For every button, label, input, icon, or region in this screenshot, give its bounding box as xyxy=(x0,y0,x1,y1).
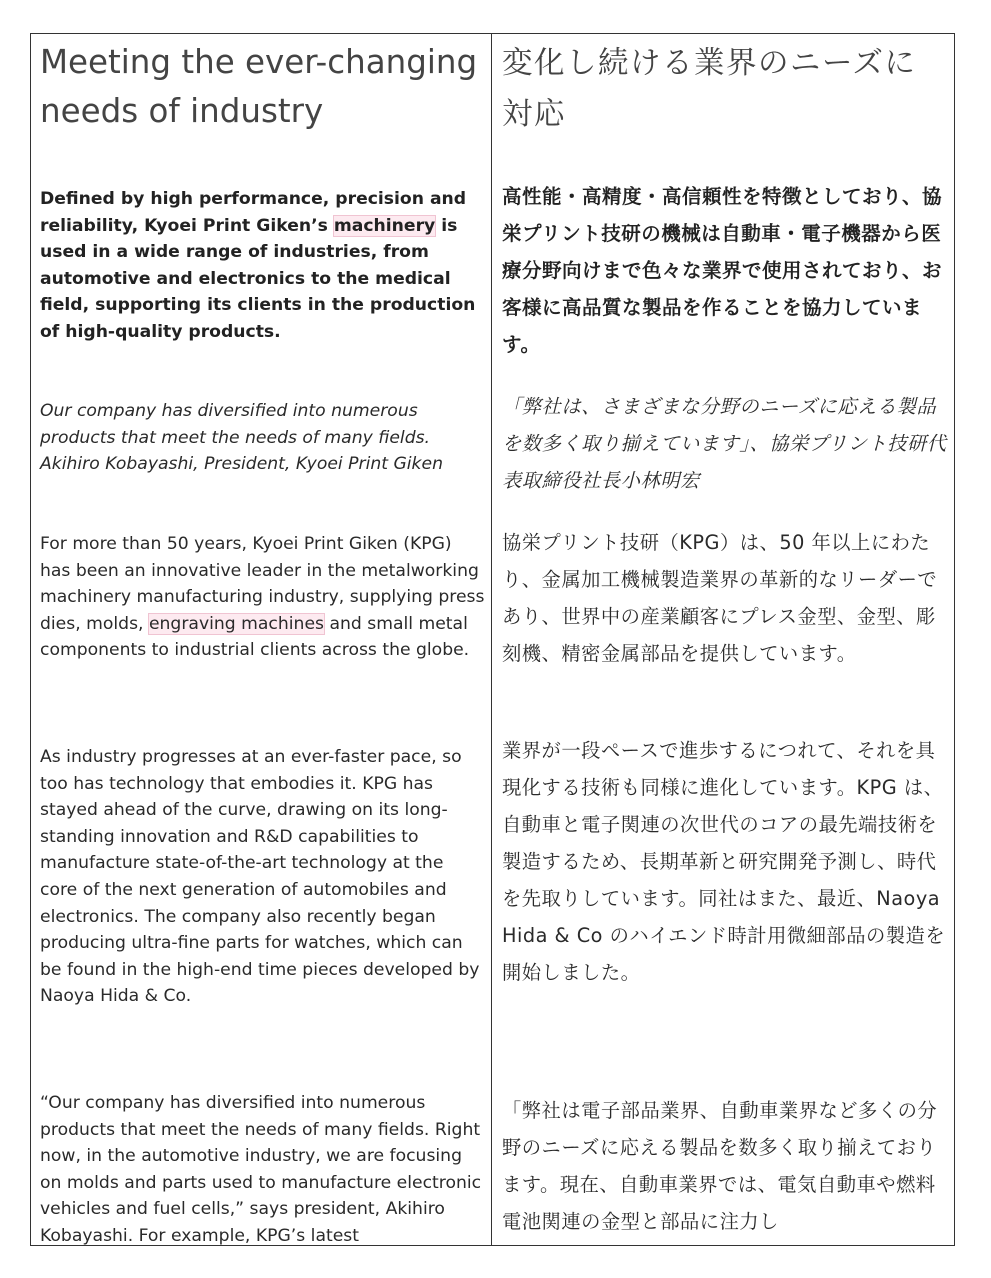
para1-text-before: For more than 50 years, Kyoei Print Giken (KPG) has been an innovative leader in the metalworking machinery manufacturing industry, supplying press dies, molds, xyxy=(40,534,485,634)
paragraph-1-japanese: 協栄プリント技研（KPG）は、50 年以上にわたり、金属加工機械製造業界の革新的なリーダーであり、世界中の産業顧客にプレス金型、金型、彫刻機、精密金属部品を提供しています。 xyxy=(502,531,938,665)
title-japanese: 変化し続ける業界のニーズに対応 xyxy=(502,46,917,132)
paragraph-3-english: “Our company has diversified into numerous products that meet the needs of many fields. Right now, in the automotive industry, we are focusing on molds and parts used to manufacture electronic vehicles and fuel cells,” says president, Akihiro Kobayashi. For example, KPG’s latest xyxy=(40,1093,482,1246)
quote-japanese: 「弊社は、さまざまな分野のニーズに応える製品を数多く取り揃えています」、協栄プリント技研代表取締役社長小林明宏 xyxy=(502,395,947,492)
quote-english: Our company has diversified into numerous products that meet the needs of many fields. Akihiro Kobayashi, President, Kyoei Print Giken xyxy=(40,401,443,475)
paragraph-3-japanese: 「弊社は電子部品業界、自動車業界など多くの分野のニーズに応える製品を数多く取り揃えております。現在、自動車業界では、電気自動車や燃料電池関連の金型と部品に注力し xyxy=(502,1099,938,1233)
lead-text-before: Defined by high performance, precision and reliability, Kyoei Print Giken’s xyxy=(40,189,467,236)
lead-paragraph-english xyxy=(40,186,486,346)
column-divider xyxy=(491,33,492,1246)
lead-text-after: is used in a wide range of industries, from automotive and electronics to the medical field, supporting its clients in the production of high-quality products. xyxy=(40,215,476,342)
lead-paragraph-japanese: 高性能・高精度・高信頼性を特徴としており、協栄プリント技研の機械は自動車・電子機器から医療分野向けまで色々な業界で使用されており、お客様に高品質な製品を作ることを協力しています。 xyxy=(502,185,943,356)
highlighted-term-engraving-machines: engraving machines xyxy=(148,613,324,634)
highlighted-term-machinery: machinery xyxy=(333,215,436,236)
paragraph-2-japanese: 業界が一段ペースで進歩するにつれて、それを具現化する技術も同様に進化しています。KPG は、自動車と電子関連の次世代のコアの最先端技術を製造するため、長期革新と研究開発予測し、時代を先取りしています。同社はまた、最近、Naoya Hida & Co のハイエンド時計用微細部品の製造を開始しました。 xyxy=(502,739,946,984)
paragraph-2-english: As industry progresses at an ever-faster pace, so too has technology that embodies it. KPG has stayed ahead of the curve, drawing on its long-standing innovation and R&D capabilities to manufacture state-of-the-art technology at the core of the next generation of automobiles and electronics. The company also recently began producing ultra-fine parts for watches, which can be found in the high-end time pieces developed by Naoya Hida & Co. xyxy=(40,747,480,1007)
paragraph-1-english xyxy=(40,531,486,664)
title-english: Meeting the ever-changing needs of industry xyxy=(40,43,478,130)
para1-text-after: and small metal components to industrial clients across the globe. xyxy=(40,613,470,661)
